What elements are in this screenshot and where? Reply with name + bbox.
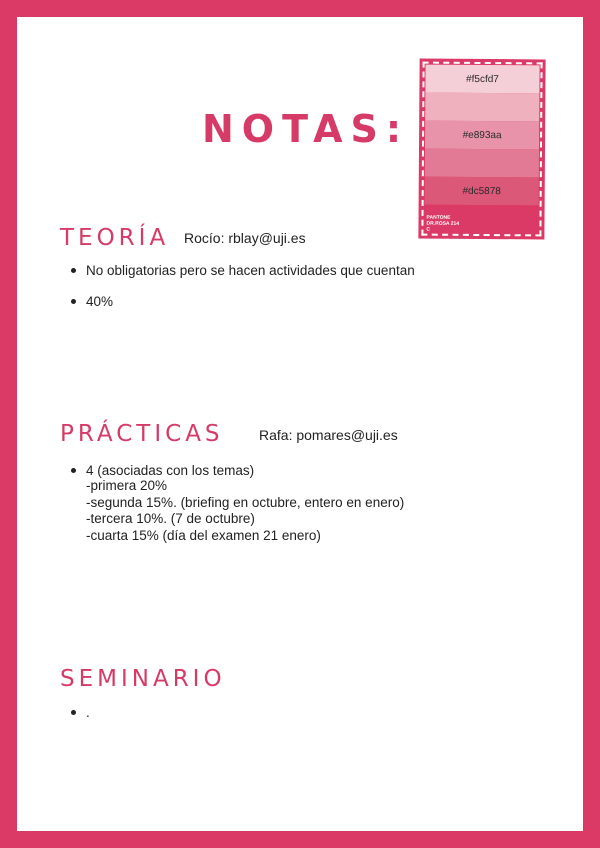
- practicas-item-label: 4 (asociadas con los temas): [86, 463, 255, 478]
- swatch-band: [425, 121, 539, 150]
- list-item: No obligatorias pero se hacen actividades que cuentan: [70, 263, 415, 278]
- practicas-subitem: -cuarta 15% (día del examen 21 enero): [86, 527, 321, 543]
- practicas-list: [70, 463, 404, 560]
- swatch-band: [425, 177, 539, 206]
- practicas-subitem: -tercera 10%. (7 de octubre): [86, 511, 255, 526]
- teoria-list: [70, 263, 415, 325]
- swatch-band: [425, 149, 539, 178]
- page-title: NOTAS:: [202, 107, 410, 151]
- notes-page: [17, 17, 583, 831]
- swatch-hex-label: #e893aa: [462, 129, 502, 141]
- swatch-band: [425, 65, 539, 94]
- swatch-hex-label: #dc5878: [462, 185, 501, 197]
- list-item: .: [70, 705, 90, 720]
- section-heading-teoria: TEORÍA: [60, 225, 170, 251]
- swatch-band: [425, 93, 539, 122]
- swatch-bands: [424, 65, 539, 234]
- swatch-hex-label: #f5cfd7: [466, 73, 499, 85]
- section-heading-practicas: PRÁCTICAS: [60, 421, 224, 447]
- practicas-subitem: -segunda 15%. (briefing en octubre, entero en enero): [86, 494, 405, 510]
- practicas-subitem: -primera 20%: [86, 478, 168, 493]
- list-item: 40%: [70, 294, 415, 309]
- section-heading-seminario: SEMINARIO: [60, 666, 226, 692]
- teoria-contact: Rocío: rblay@uji.es: [184, 230, 306, 246]
- list-item: [70, 463, 404, 544]
- color-swatch-card: [418, 59, 545, 240]
- pantone-label: PANTONE DR.ROSA 214 C: [426, 214, 460, 233]
- practicas-contact: Rafa: pomares@uji.es: [259, 427, 398, 443]
- seminario-list: [70, 705, 90, 736]
